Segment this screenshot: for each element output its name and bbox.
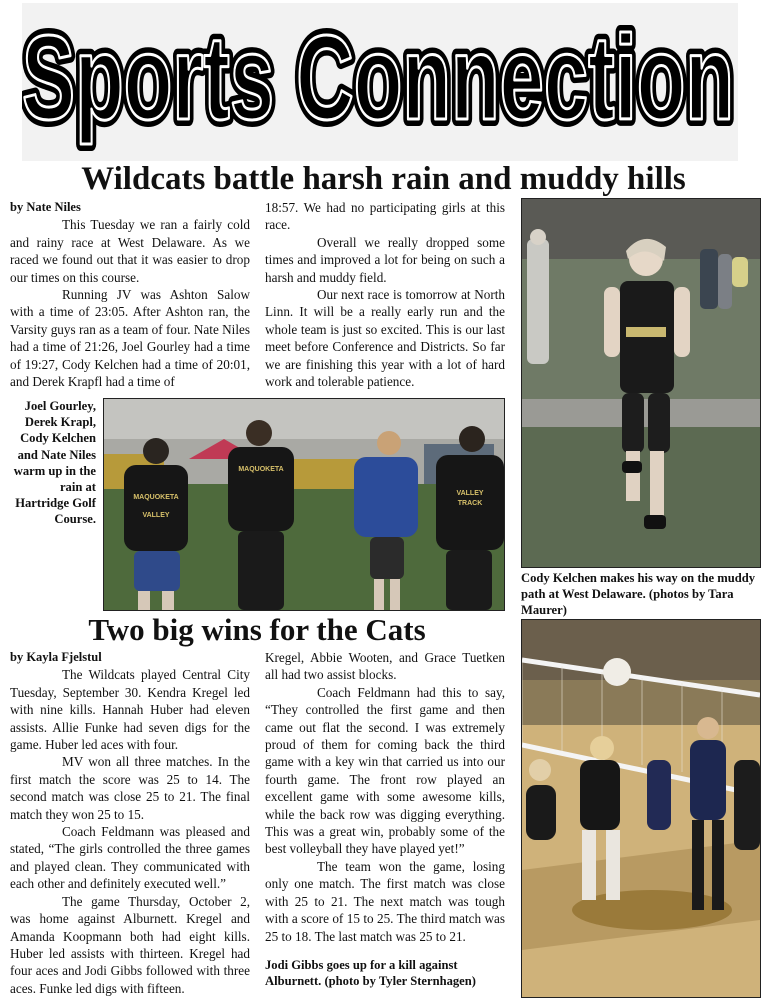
photo-caption: Jodi Gibbs goes up for a kill against Alburnett. (photo by Tyler Sternhagen) — [265, 957, 476, 989]
article-column-1 — [10, 649, 250, 997]
paragraph: Our next race is tomorrow at North Linn. It will be a really early run and the whole team is just so excited. This is our last meet before Conference and Districts. So far we are finishing this year with a lot of hard work and tolerable patience. — [265, 287, 505, 390]
article-headline-volleyball: Two big wins for the Cats — [88, 612, 426, 647]
byline: by Kayla Fjelstul — [10, 650, 102, 664]
photo-team-warmup — [103, 398, 505, 611]
paragraph: Coach Feldmann was pleased and stated, “The girls controlled the three games and played clean. They communicated with each other and definitely executed well.” — [10, 824, 250, 892]
masthead-banner — [22, 3, 738, 161]
photo-caption: Cody Kelchen makes his way on the muddy path at West Delaware. (photos by Tara Maurer) — [521, 571, 756, 618]
paragraph: Running JV was Ashton Salow with a time of 23:05. After Ashton ran, the Varsity guys ran as a team of four. Nate Niles had a time of 21:26, Joel Gourley had a time of 19:27, Cody Kelchen had a time of 20:01, and Derek Krapfl had a time of — [10, 287, 250, 390]
shirt-text: VALLEY — [142, 512, 170, 519]
svg-text:MAQUOKETA — [238, 466, 283, 473]
byline: by Nate Niles — [10, 200, 81, 214]
shirt-text: MAQUOKETA — [238, 466, 284, 473]
paragraph: The game Thursday, October 2, was home against Alburnett. Kregel and Amanda Koopmann both had eight kills. Huber led assists with thirteen. Kregel had four aces and Jodi Gibbs followed with three aces. Funke led digs with fifteen. — [10, 893, 250, 996]
svg-text:MAQUOKETA — [133, 494, 178, 501]
masthead-title: Sports Connection — [22, 11, 734, 145]
article-column-2 — [265, 199, 505, 390]
article-headline-cross-country: Wildcats battle harsh rain and muddy hills — [81, 161, 686, 197]
paragraph: Kregel, Abbie Wooten, and Grace Tuetken all had two assist blocks. — [265, 650, 505, 683]
shirt-text: VALLEY — [456, 490, 484, 497]
paragraph: The Wildcats played Central City Tuesday, September 30. Kendra Kregel led with nine kills. Hannah Huber had eleven assists. Allie Funke had seven digs for the game. Huber led aces with four. — [10, 667, 250, 753]
paragraph: This Tuesday we ran a fairly cold and rainy race at West Delaware. As we raced we found out that it was easier to drop our times on this course. — [10, 217, 250, 285]
svg-text:VALLEY — [142, 512, 169, 519]
article-column-2 — [265, 649, 505, 989]
svg-text:TRACK — [458, 500, 483, 507]
paragraph: 18:57. We had no participating girls at this race. — [265, 200, 505, 233]
paragraph: Overall we really dropped some times and improved a lot for being on such a harsh and muddy field. — [265, 234, 505, 285]
photo-runner — [521, 198, 761, 568]
svg-text:VALLEY — [456, 490, 483, 497]
paragraph: The team won the game, losing only one match. The first match was close with 25 to 21. The next match was tough with a score of 15 to 25. The third match was 25 to 18. The last match was 25 to 21. — [265, 858, 505, 944]
photo-volleyball — [521, 619, 761, 998]
article-column-1 — [10, 199, 250, 390]
masthead-title-inner: Sports Connection — [22, 11, 734, 145]
shirt-text: MAQUOKETA — [133, 494, 179, 501]
photo-caption: Joel Gourley, Derek Krapl, Cody Kelchen and Nate Niles warm up in the rain at Hartridge Golf Course. — [13, 399, 96, 527]
shirt-text: TRACK — [457, 500, 483, 507]
paragraph: MV won all three matches. In the first match the score was 25 to 14. The second match was close 25 to 21. The final match they won 25 to 15. — [10, 754, 250, 822]
paragraph: Coach Feldmann had this to say, “They controlled the first game and then came out flat the second. I was extremely proud of them for coming back the third game with a key win that carried us into our fourth game. The front row played an excellent game with some awesome kills, while the back row was digging everything. This was a great win, probably some of the best volleyball they have played yet!” — [265, 684, 505, 857]
